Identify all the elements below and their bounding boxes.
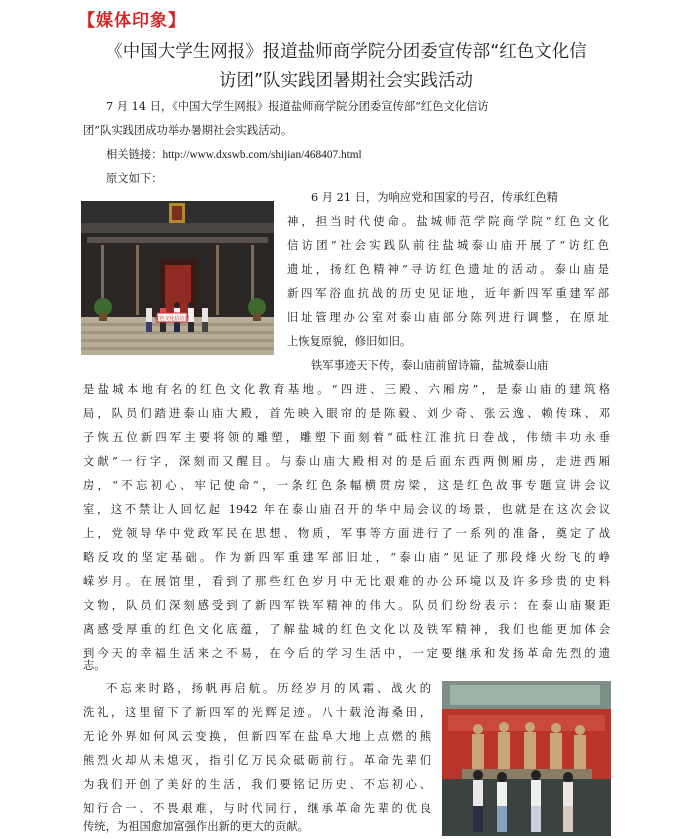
related-link-label: 相关链接： <box>106 148 163 161</box>
p3-line: 传统，为祖国愈加富强作出新的更大的贡献。 <box>83 820 309 833</box>
p2-line: 离感受厚重的红色文化底蕴，了解盐城的红色文化以及铁军精神，我们也能更加体会 <box>83 623 610 636</box>
intro-line-1: 7 月 14 日，《中国大学生网报》报道盐师商学院分团委宣传部“红色文化信访 <box>106 100 489 113</box>
p1-line: 遗址，扬红色精神”寻访红色遗址的活动。泰山庙是 <box>287 263 609 276</box>
related-link-url[interactable]: http://www.dxswb.com/shijian/468407.html <box>162 149 362 161</box>
p2-line: 局，队员们踏进泰山庙大殿，首先映入眼帘的是陈毅、刘少奇、张云逸、赖传珠、邓 <box>83 407 610 420</box>
original-label: 原文如下： <box>106 172 163 185</box>
section-tag: 【媒体印象】 <box>78 11 186 31</box>
p2-line: 是盐城本地有名的红色文化教育基地。“四进、三殿、六厢房”，是泰山庙的建筑格 <box>83 383 610 396</box>
p3-line: 知行合一、不畏艰难，与时代同行，继承革命先辈的优良 <box>83 802 431 815</box>
p3-line: 熊烈火却从未熄灭，指引亿万民众砥砺前行。革命先辈们 <box>83 754 431 767</box>
p2-line: 到今天的幸福生活来之不易，在今后的学习生活中，一定要继承和发扬革命先烈的遗 <box>83 647 610 660</box>
temple-group-photo <box>81 201 274 355</box>
p1-line: 神，担当时代使命。盐城师范学院商学院“红色文化 <box>287 215 609 228</box>
title-line-2: 访团”队实践团暑期社会实践活动 <box>218 71 474 91</box>
p2-line: 铁军事迹天下传，泰山庙前留诗篇，盐城泰山庙 <box>311 359 549 372</box>
title-line-1: 《中国大学生网报》报道盐师商学院分团委宣传部“红色文化信 <box>105 42 587 62</box>
p2-line: 志。 <box>83 659 106 672</box>
article-title <box>70 38 622 96</box>
p3-line: 为我们开创了美好的生活，我们要铭记历史、不忘初心、 <box>83 778 431 791</box>
p3-line: 洗礼，这里留下了新四军的光辉足迹。八十载沧海桑田， <box>83 706 431 719</box>
related-link <box>106 143 362 167</box>
p1-line: 新四军浴血抗战的历史见证地，近年新四军重建军部 <box>287 287 609 300</box>
banner-text: 红色文化信访团 <box>154 316 190 322</box>
p2-line: 上，党领导华中党政军民在思想、物质，军事等方面进行了一系列的准备，奠定了战 <box>83 527 610 540</box>
p2-line: 文献”一行字，深刻而又醒目。与泰山庙大殿相对的是后面东西两侧厢房，走进西厢 <box>83 455 610 468</box>
p1-line: 6 月 21 日，为响应党和国家的号召，传承红色精 <box>311 191 558 204</box>
p2-line: 略反攻的坚定基础。作为新四军重建军部旧址，“泰山庙”见证了那段烽火纷飞的峥 <box>83 551 610 564</box>
p2-line: 室，这不禁让人回忆起 1942 年在泰山庙召开的华中局会议的场景，也就是在这次会议 <box>83 503 610 516</box>
p2-line: 嵘岁月。在展馆里，看到了那些红色岁月中无比艰难的办公环境以及许多珍贵的史料 <box>83 575 610 588</box>
exhibition-hall-photo <box>442 681 611 836</box>
p1-line: 信访团”社会实践队前往盐城泰山庙开展了“访红色 <box>287 239 609 252</box>
p3-line: 无论外界如何风云变换，但新四军在盐阜大地上点燃的熊 <box>83 730 431 743</box>
p2-line: 房，“不忘初心、牢记使命”，一条红色条幅横贯房梁，这是红色故事专题宣讲会议 <box>83 479 610 492</box>
p2-line: 文物，队员们深刻感受到了新四军铁军精神的伟大。队员们纷纷表示：在泰山庙聚距 <box>83 599 610 612</box>
intro-line-2: 团”队实践团成功举办暑期社会实践活动。 <box>83 124 293 137</box>
p2-line: 子恢五位新四军主要将领的雕塑，雕塑下面刻着“砥柱江淮抗日巻战，伟绩丰功永垂 <box>83 431 610 444</box>
p1-line: 上恢复原貌，修旧如旧。 <box>287 335 412 348</box>
p3-line: 不忘来时路，扬帆再启航。历经岁月的风霜、战火的 <box>106 682 431 695</box>
p1-line: 旧址管理办公室对泰山庙部分陈列进行调整，在原址 <box>287 311 609 324</box>
